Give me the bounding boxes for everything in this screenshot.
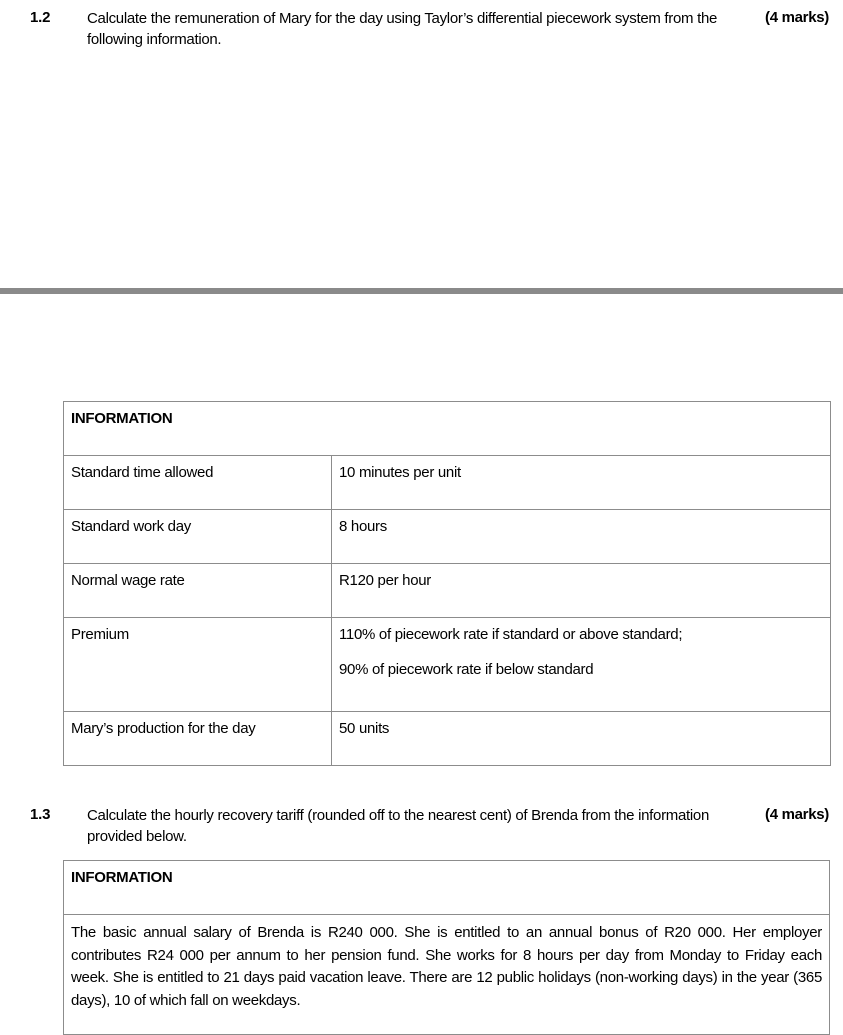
information-table-1 [63, 401, 831, 766]
question-text-1-2: Calculate the remuneration of Mary for the day using Taylor’s differential piecework system from the following information. [87, 10, 718, 48]
information-paragraph: The basic annual salary of Brenda is R240 000. She is entitled to an annual bonus of R20 000. Her employer contributes R24 000 per annum to her pension fund. She works for 8 hours per day from Monday to Friday each week. She is entitled to 21 days paid vacation leave. There are 12 public holidays (non-working days) in the year (365 days), 10 of which fall on weekdays. [64, 915, 830, 1035]
row-label: Mary’s production for the day [64, 712, 332, 766]
table-row [64, 712, 831, 766]
row-value: 10 minutes per unit [332, 456, 831, 510]
row-label: Standard time allowed [64, 456, 332, 510]
row-value: 8 hours [332, 510, 831, 564]
question-number-1-2: 1.2 [30, 9, 51, 26]
table-row [64, 618, 831, 712]
row-label: Premium [64, 618, 332, 712]
table-row [64, 510, 831, 564]
row-label: Normal wage rate [64, 564, 332, 618]
row-label: Standard work day [64, 510, 332, 564]
question-number-1-3: 1.3 [30, 806, 51, 823]
row-value: R120 per hour [332, 564, 831, 618]
row-value [332, 618, 831, 712]
table-header: INFORMATION [64, 402, 831, 456]
table-row [64, 564, 831, 618]
table-row [64, 456, 831, 510]
question-text-1-3: Calculate the hourly recovery tariff (rounded off to the nearest cent) of Brenda from the information provided below. [87, 807, 709, 845]
premium-line-2: 90% of piecework rate if below standard [339, 661, 594, 678]
table-header: INFORMATION [64, 861, 830, 915]
marks-1-3: (4 marks) [765, 806, 830, 823]
marks-1-2: (4 marks) [765, 9, 830, 26]
information-table-2 [63, 860, 830, 1035]
row-value: 50 units [332, 712, 831, 766]
page-divider [0, 288, 843, 294]
premium-line-1: 110% of piecework rate if standard or above standard; [339, 626, 683, 643]
